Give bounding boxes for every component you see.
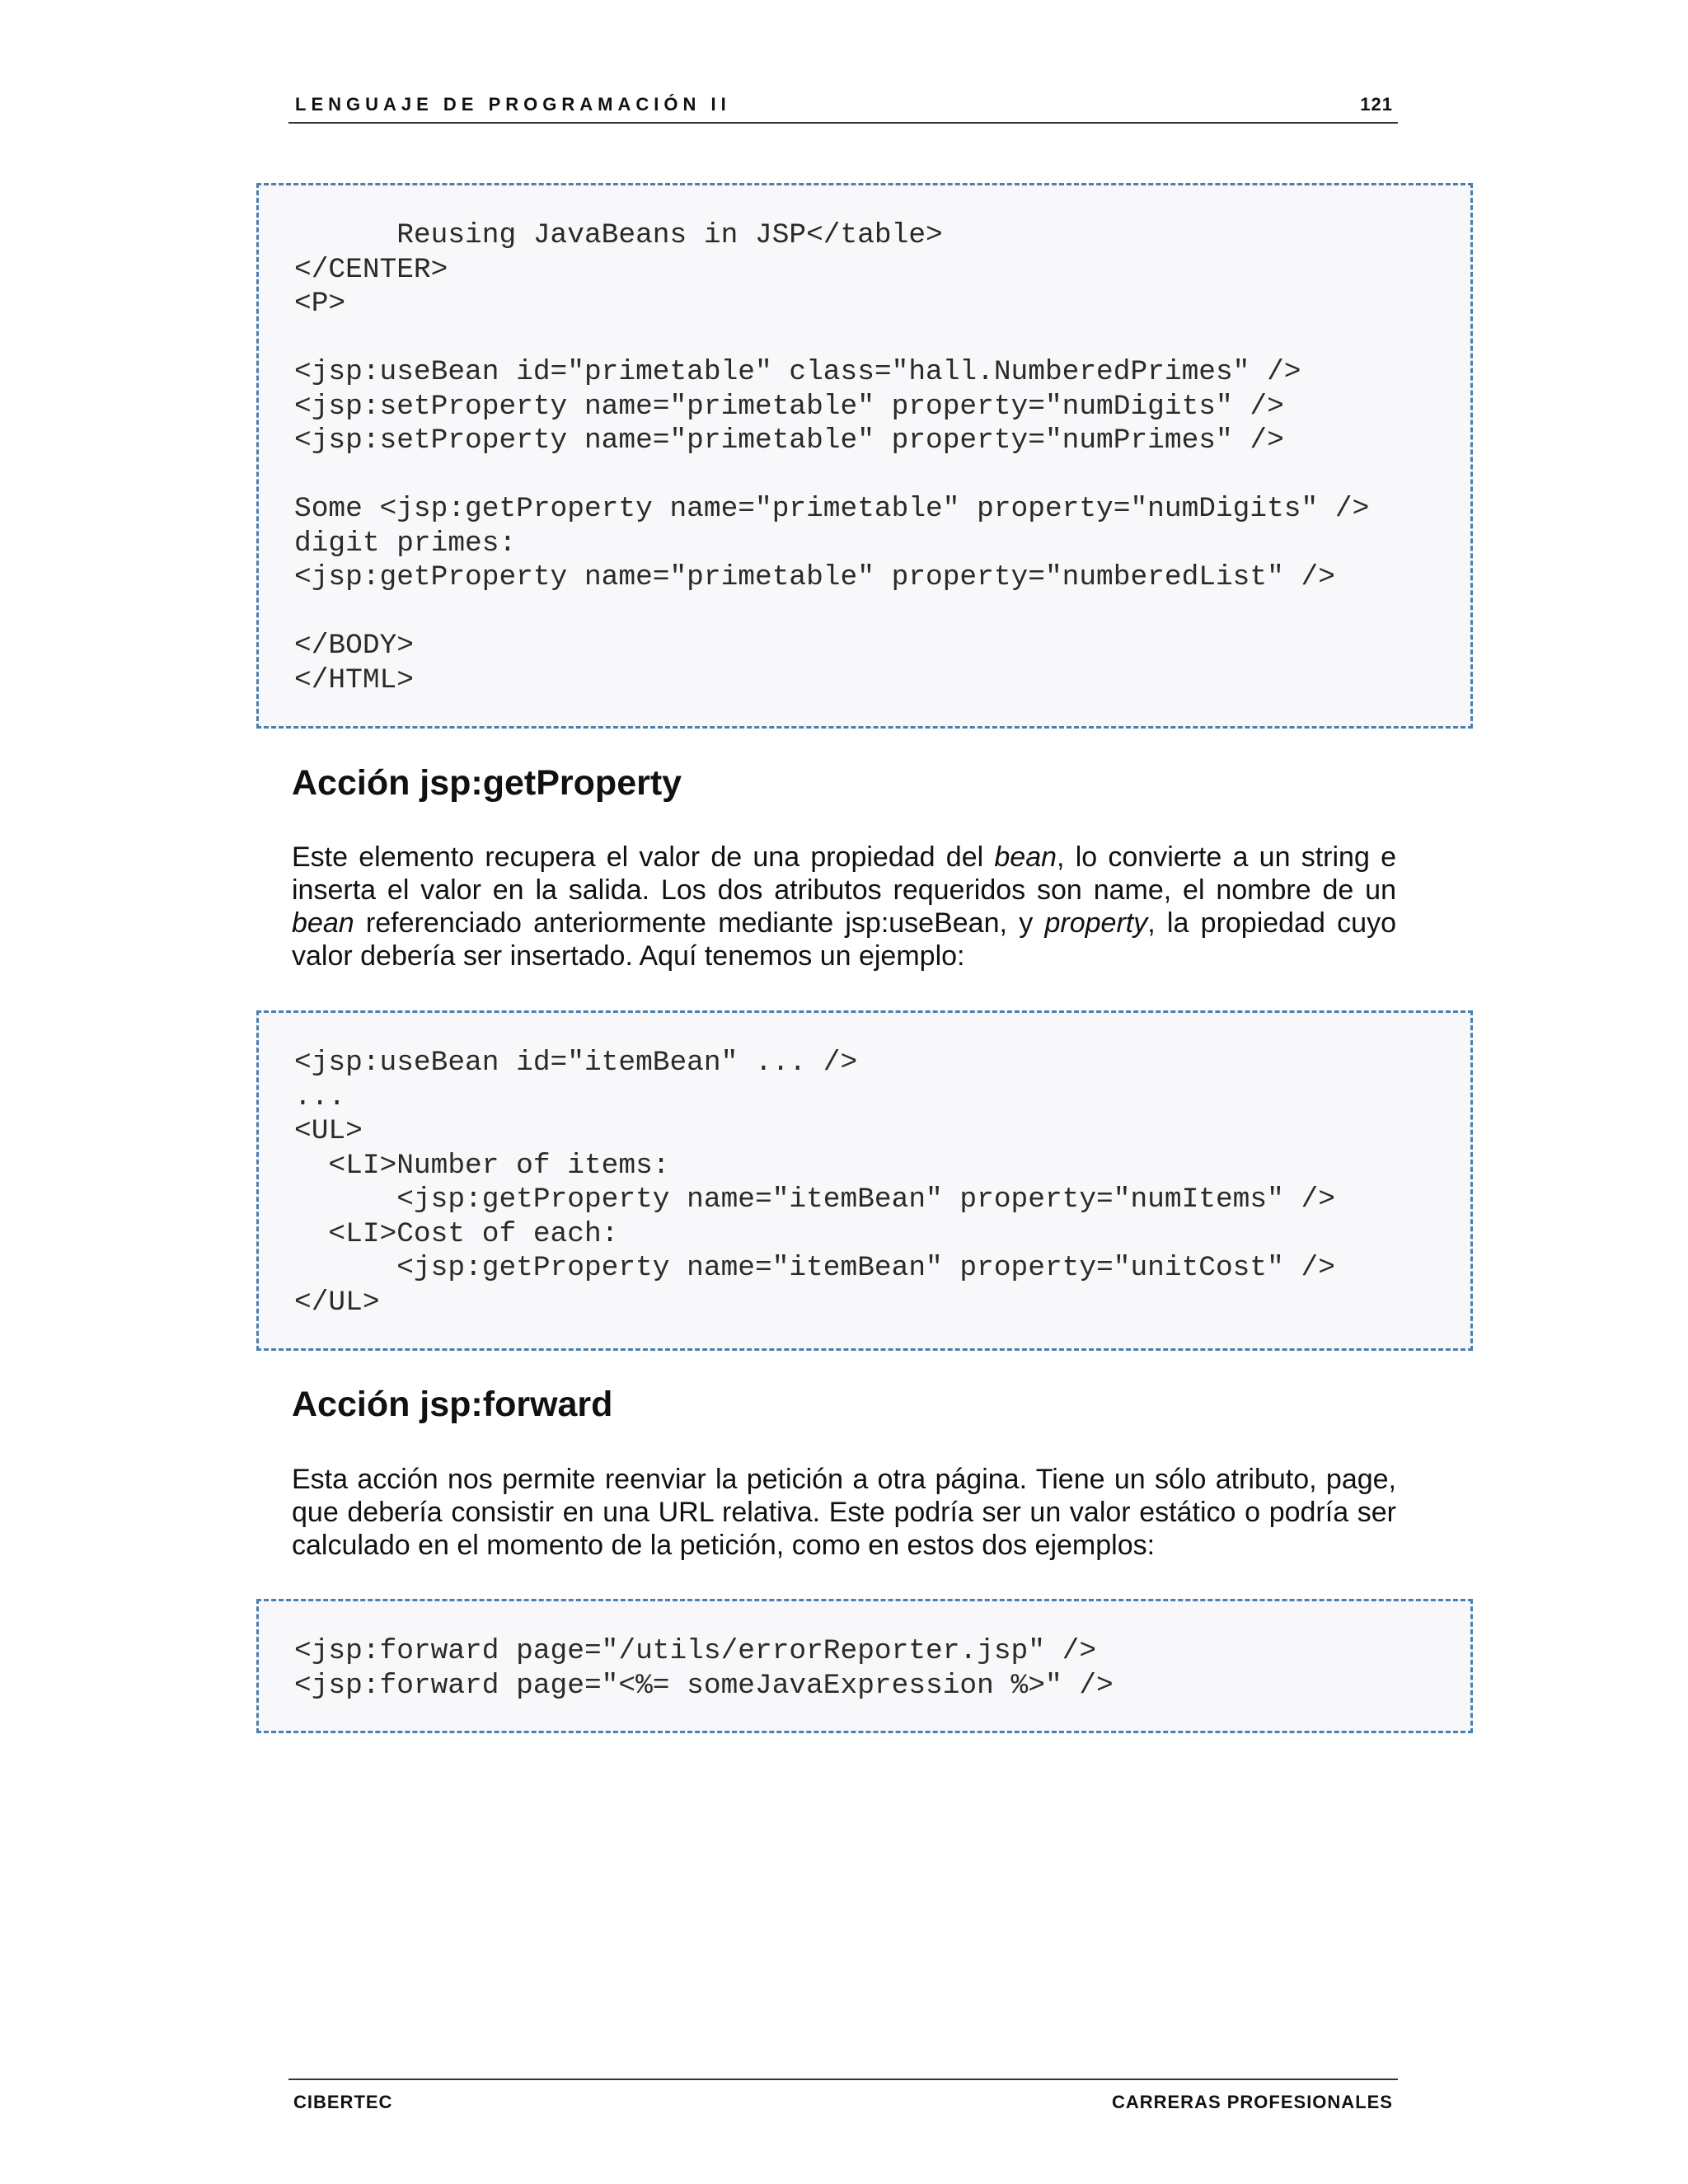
para-emphasis: bean (292, 907, 354, 939)
para-emphasis: bean (994, 841, 1057, 873)
footer-right: CARRERAS PROFESIONALES (1111, 2092, 1393, 2112)
code-block-2 (256, 1010, 1473, 1351)
page-footer (288, 2079, 1398, 2112)
para-text: referenciado anteriormente mediante jsp:useBean, y (354, 907, 1045, 939)
para-emphasis: property (1044, 907, 1148, 939)
paragraph-getproperty (292, 841, 1396, 972)
para-text: Este elemento recupera el valor de una propiedad del (292, 841, 995, 873)
header-title: LENGUAJE DE PROGRAMACIÓN II (295, 94, 731, 115)
paragraph-forward: Esta acción nos permite reenviar la petición a otra página. Tiene un sólo atributo, page, que debería consistir en una URL relativa. Este podría ser un valor estático o podría ser calculado en el momento de la petición, como en estos dos ejemplos: (292, 1464, 1396, 1561)
section-heading-forward: Acción jsp:forward (292, 1385, 613, 1424)
para-text: , lo convierte a un string e inserta el valor en la salida. Los dos atributos requeridos son name, el nombre de un (292, 841, 1396, 906)
para-text: , la propiedad cuyo valor debería ser insertado. Aquí tenemos un ejemplo: (292, 907, 1396, 972)
page-number: 121 (1360, 94, 1393, 115)
page-header (288, 92, 1398, 124)
code-block-2-text: <jsp:useBean id="itemBean" ... /> ... <UL> <LI>Number of items: <jsp:getProperty name="itemBean" property="numItems" /> <LI>Cost of each: <jsp:getProperty name="itemBean" property="unitCost" /> </UL> (294, 1047, 1335, 1319)
section-heading-getproperty: Acción jsp:getProperty (292, 763, 682, 803)
code-block-1-text: Reusing JavaBeans in JSP</table> </CENTER> <P> <jsp:useBean id="primetable" class="hall.NumberedPrimes" /> <jsp:setProperty name="primetable" property="numDigits" /> <jsp:setProperty name="primetable" property="numPrimes" /> Some <jsp:getProperty name="primetable" property="numDigits" /> digit primes: <jsp:getProperty name="primetable" property="numberedList" /> </BODY> </HTML> (294, 219, 1370, 696)
footer-left: CIBERTEC (293, 2092, 393, 2112)
code-block-3 (256, 1599, 1473, 1733)
code-block-1 (256, 183, 1473, 729)
code-block-3-text: <jsp:forward page="/utils/errorReporter.jsp" /> <jsp:forward page="<%= someJavaExpression %>" /> (294, 1635, 1114, 1702)
